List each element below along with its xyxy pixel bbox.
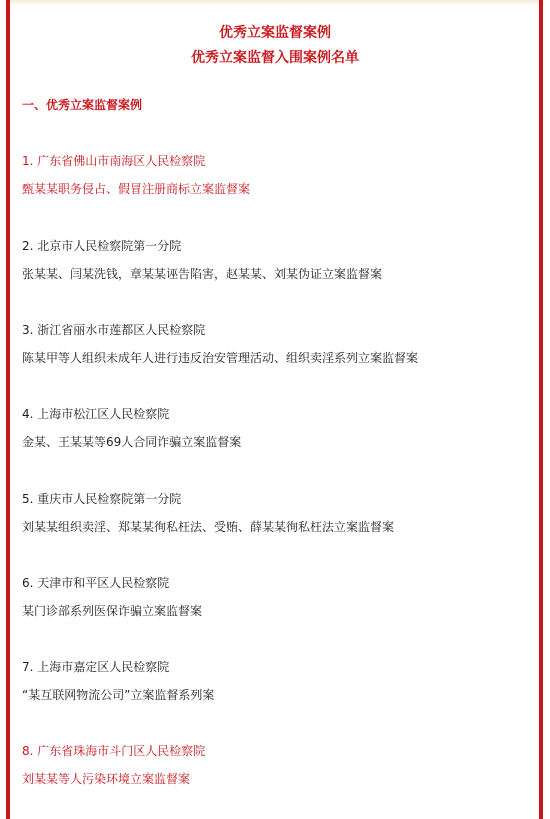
left-red-border: [6, 0, 10, 819]
case-court: 6. 天津市和平区人民检察院: [22, 576, 170, 590]
case-item-1: [22, 153, 527, 197]
case-court: 7. 上海市嘉定区人民检察院: [22, 660, 170, 674]
case-title: 刘某某等人污染环境立案监督案: [22, 772, 191, 786]
case-item-7: [22, 659, 527, 703]
case-title: 某门诊部系列医保诈骗立案监督案: [22, 604, 203, 618]
case-item-3: [22, 322, 527, 366]
case-title: 陈某甲等人组织未成年人进行违反治安管理活动、组织卖淫系列立案监督案: [22, 351, 419, 365]
case-court: 5. 重庆市人民检察院第一分院: [22, 492, 182, 506]
section-heading: 一、优秀立案监督案例: [22, 98, 143, 112]
case-item-2: [22, 238, 527, 282]
case-title: “某互联网物流公司”立案监督系列案: [22, 688, 215, 702]
page-title: 优秀立案监督案例: [219, 25, 331, 41]
case-court: 4. 上海市松江区人民检察院: [22, 407, 170, 421]
case-title: 甄某某职务侵占、假冒注册商标立案监督案: [22, 182, 251, 196]
case-court: 3. 浙江省丽水市莲都区人民检察院: [22, 323, 206, 337]
top-divider: [10, 0, 539, 6]
case-title: 金某、王某某等69人合同诈骗立案监督案: [22, 435, 242, 449]
right-red-border: [539, 0, 543, 819]
case-item-4: [22, 406, 527, 450]
case-item-5: [22, 491, 527, 535]
case-court: 2. 北京市人民检察院第一分院: [22, 239, 182, 253]
case-court: 8. 广东省珠海市斗门区人民检察院: [22, 744, 206, 758]
case-title: 张某某、闫某洗钱，章某某诬告陷害，赵某某、刘某伪证立案监督案: [22, 267, 383, 281]
case-item-6: [22, 575, 527, 619]
case-title: 刘某某组织卖淫、郑某某徇私枉法、受贿、薛某某徇私枉法立案监督案: [22, 520, 395, 534]
page-subtitle: 优秀立案监督入围案例名单: [191, 50, 359, 66]
case-court: 1. 广东省佛山市南海区人民检察院: [22, 154, 206, 168]
case-item-8: [22, 743, 527, 787]
